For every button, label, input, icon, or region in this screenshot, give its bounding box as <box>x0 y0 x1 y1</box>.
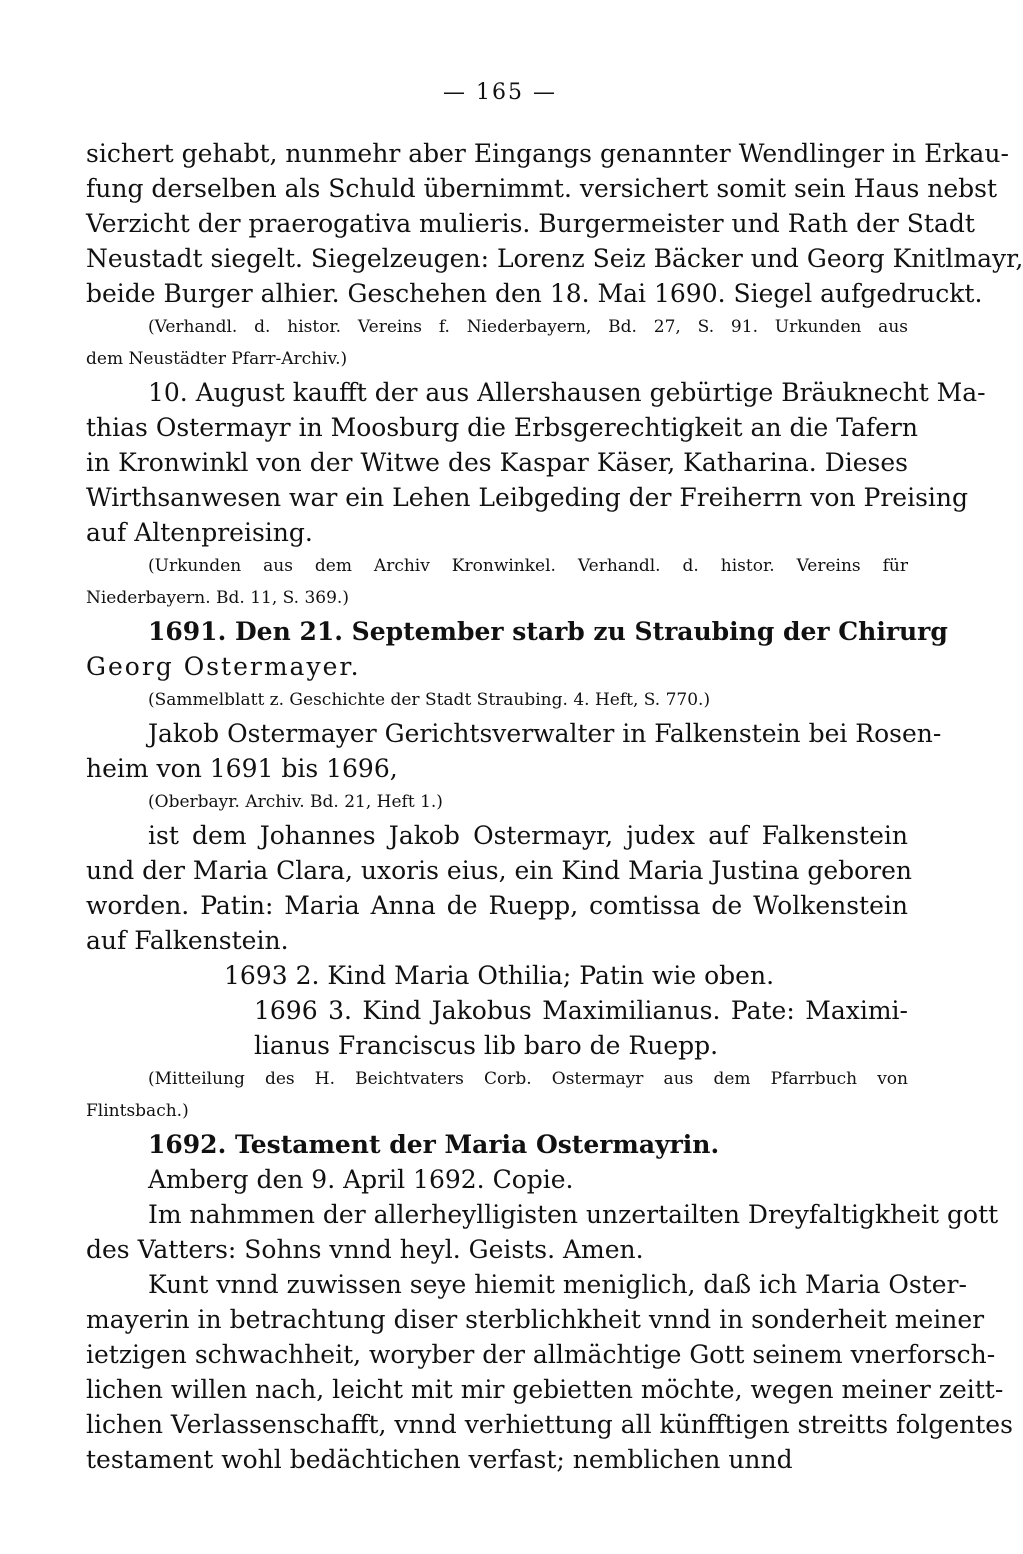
text-line: des Vatters: Sohns vnnd heyl. Geists. Amen. <box>86 1235 644 1264</box>
text-line: lichen Verlassenschafft, vnnd verhiettung all künfftigen streitts folgentes <box>86 1410 1013 1439</box>
text-line: beide Burger alhier. Geschehen den 18. Mai 1690. Siegel aufgedruckt. <box>86 279 983 308</box>
citation-line: dem Neustädter Pfarr-Archiv.) <box>86 349 348 369</box>
citation-line: Flintsbach.) <box>86 1101 189 1121</box>
citation-line: (Sammelblatt z. Geschichte der Stadt Straubing. 4. Heft, S. 770.) <box>148 690 711 710</box>
year-entry-line: 1692. Testament der Maria Ostermayrin. <box>148 1130 720 1159</box>
text-line: 1696 3. Kind Jakobus Maximilianus. Pate: Maximi- <box>254 996 908 1025</box>
text-line: auf Falkenstein. <box>86 926 289 955</box>
text-line: ietzigen schwachheit, woryber der allmächtige Gott seinem vnerforsch- <box>86 1340 996 1369</box>
text-line: Wirthsanwesen war ein Lehen Leibgeding der Freiherrn von Preising <box>86 483 969 512</box>
text-line: fung derselben als Schuld übernimmt. versichert somit sein Haus nebst <box>86 174 998 203</box>
text-line: in Kronwinkl von der Witwe des Kaspar Käser, Katharina. Dieses <box>86 448 908 477</box>
text-line: Amberg den 9. April 1692. Copie. <box>148 1165 574 1194</box>
text-line: und der Maria Clara, uxoris eius, ein Kind Maria Justina geboren <box>86 856 913 885</box>
text-line: Georg Ostermayer. <box>86 652 361 681</box>
text-line: lianus Franciscus lib baro de Ruepp. <box>254 1031 719 1060</box>
text-line: heim von 1691 bis 1696, <box>86 754 398 783</box>
citation-line: (Verhandl. d. histor. Vereins f. Niederbayern, Bd. 27, S. 91. Urkunden aus <box>148 317 908 337</box>
page-number: — 165 — <box>443 80 557 105</box>
text-line: Im nahmmen der allerheylligisten unzertailten Dreyfaltigkheit gott <box>148 1200 999 1229</box>
text-line: Jakob Ostermayer Gerichtsverwalter in Falkenstein bei Rosen- <box>148 719 942 748</box>
citation-line: Niederbayern. Bd. 11, S. 369.) <box>86 588 349 608</box>
text-line: Kunt vnnd zuwissen seye hiemit meniglich, daß ich Maria Oster- <box>148 1270 967 1299</box>
citation-line: (Urkunden aus dem Archiv Kronwinkel. Verhandl. d. histor. Vereins für <box>148 556 908 576</box>
page-body <box>86 136 1023 1477</box>
text-line: lichen willen nach, leicht mit mir gebietten möchte, wegen meiner zeitt- <box>86 1375 1004 1404</box>
citation-line: (Oberbayr. Archiv. Bd. 21, Heft 1.) <box>148 792 443 812</box>
text-line: Verzicht der praerogativa mulieris. Burgermeister und Rath der Stadt <box>86 209 975 238</box>
text-line: sichert gehabt, nunmehr aber Eingangs genannter Wendlinger in Erkau- <box>86 139 1009 168</box>
text-line: mayerin in betrachtung diser sterblichkheit vnnd in sonderheit meiner <box>86 1305 985 1334</box>
citation-line: (Mitteilung des H. Beichtvaters Corb. Ostermayr aus dem Pfarrbuch von <box>148 1069 908 1089</box>
text-line: auf Altenpreising. <box>86 518 313 547</box>
text-line: thias Ostermayr in Moosburg die Erbsgerechtigkeit an die Tafern <box>86 413 918 442</box>
text-line: 10. August kaufft der aus Allershausen gebürtige Bräuknecht Ma- <box>148 378 986 407</box>
text-line: Neustadt siegelt. Siegelzeugen: Lorenz Seiz Bäcker und Georg Knitlmayr, <box>86 244 1023 273</box>
text-line: worden. Patin: Maria Anna de Ruepp, comtissa de Wolkenstein <box>86 891 908 920</box>
year-entry-line: 1691. Den 21. September starb zu Straubing der Chirurg <box>148 617 948 646</box>
text-line: 1693 2. Kind Maria Othilia; Patin wie oben. <box>224 961 775 990</box>
text-line: testament wohl bedächtichen verfast; nemblichen unnd <box>86 1445 793 1474</box>
text-line: ist dem Johannes Jakob Ostermayr, judex auf Falkenstein <box>148 821 908 850</box>
